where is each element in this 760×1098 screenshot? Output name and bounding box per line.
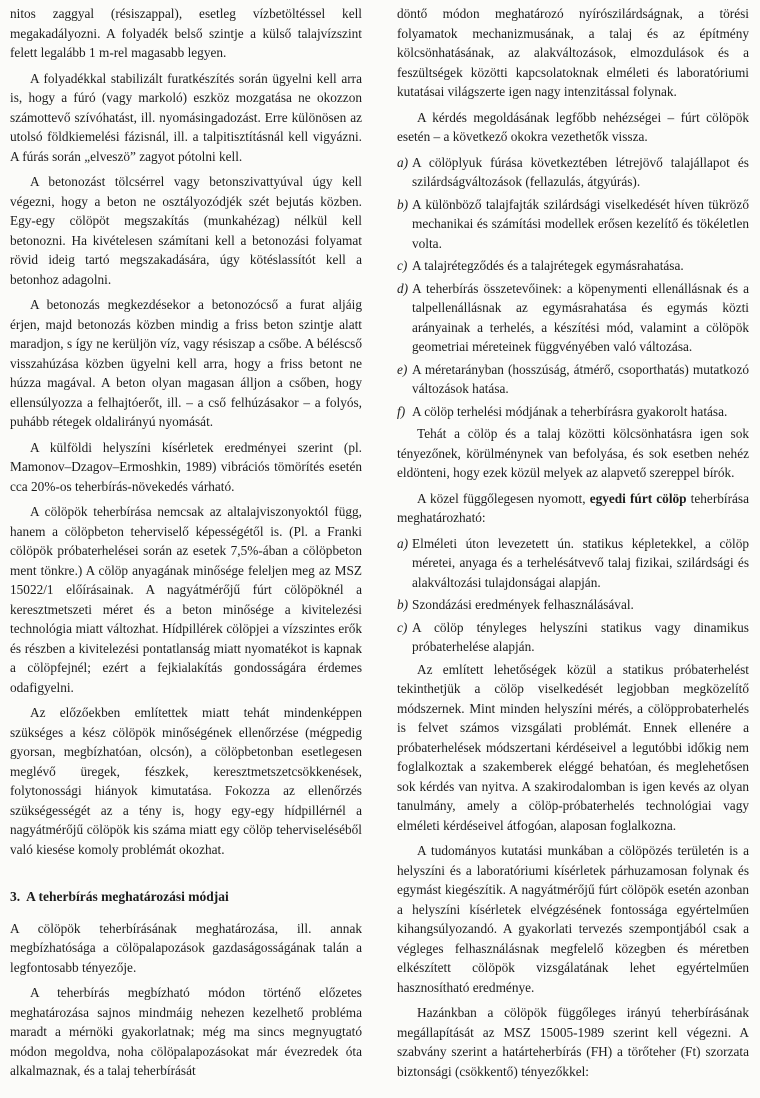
paragraph: A kérdés megoldásának legfőbb nehézségei – fúrt cölöpök esetén – a következő okokra vezethetők vissza. (397, 109, 749, 144)
list-item-text: Szondázási eredmények felhasználásával. (412, 597, 634, 612)
paragraph: A cölöpök teherbírásának meghatározása, ill. annak megbízhatósága a cölöpalapozások gazdaságosságának talán a legfontosabb tényezője. (10, 920, 362, 975)
list-marker: a) (397, 154, 409, 170)
list-marker: f) (397, 403, 406, 419)
list-marker: b) (397, 196, 409, 212)
list-item-text: A cölöp tényleges helyszíni statikus vagy dinamikus próbaterhelése alapján. (412, 619, 749, 654)
paragraph: A betonozást tölcsérrel vagy betonszivattyúval úgy kell végezni, hogy a beton ne osztályozódjék szét bejutás közben. Egy-egy cölöpöt megszakítás (munkahézag) nélkül kell betonozni. Ha kivételesen számítani kell a betonozási folyamat rövid ideig tartó megszakadására, úgy kötéslassítót kell a betonhoz adagolni. (10, 174, 362, 287)
list-marker: d) (397, 280, 409, 296)
list-marker: c) (397, 619, 408, 635)
paragraph: A cölöpök teherbírása nemcsak az altalajviszonyoktól függ, hanem a cölöpbeton teherviselő képességétől is. (Pl. a Franki cölöpök próbaterhelései során az esetek 7,5%-ában a cölöpbeton ment tönkre.) A cölöp anyagának minősége feleljen meg az MSZ 15022/1 előírásainak. A nagyátmérőjű fúrt cölöpöknél a keresztmetszeti méret és a beton minősége a kivitelezési technológia miatt változhat. Hídpillérek cölöpjei a vízszintes erők és részben a kivitelezési pontatlanság miatt nyomatékot is kapnak a cölöpfejnél; ezért a fejkialakítás gondosságára érdemes odafigyelni. (10, 504, 362, 695)
paragraph: Hazánkban a cölöpök függőleges irányú teherbírásának megállapítását az MSZ 15005-1989 szerint kell végezni. A szabvány szerint a határteherbírás (FH) a törőteher (Ft) szorzata biztonsági (csökkentő) tényezőkkel: (397, 1005, 749, 1079)
list-item-text: A különböző talajfajták szilárdsági viselkedését híven tükröző mechanikai és számítási modellek erősen kezelítő és tökéletlen volta. (412, 196, 749, 251)
section-title: A teherbírás meghatározási módjai (26, 889, 229, 904)
paragraph: Tehát a cölöp és a talaj közötti kölcsönhatásra igen sok tényezőnek, körülménynek van befolyása, és sok esetben nehéz eldönteni, hogy ezek közül melyek az alapvető szereppel bírók. (397, 426, 749, 480)
emphasis-text: egyedi fúrt cölöp (589, 490, 687, 506)
list-item (397, 595, 749, 615)
difficulty-list (397, 153, 749, 422)
list-item (397, 256, 749, 276)
list-item-text: Elméleti úton levezetett ún. statikus képletekkel, a cölöp méretei, anyaga és a terhelésátvevő talaj fizikai, szilárdsági és alakváltozási tulajdonságai alapján. (412, 535, 749, 590)
paragraph: A teherbírás megbízható módon történő előzetes meghatározása sajnos mindmáig nehezen kezelhető probléma maradt a mérnöki gyakorlatnak; még ma sincs megnyugtató módon megoldva, noha cölöpalapozásokat már évezredek óta alkalmaznak, és a talaj teherbírását (10, 985, 362, 1078)
list-marker: c) (397, 258, 408, 273)
paragraph: A betonozás megkezdésekor a betonozócső a furat aljáig érjen, majd betonozás közben mindig a friss beton szintje alatt maradjon, s így ne kerüljön víz, vagy résiszap a csőbe. A béléscső visszahúzása közben ügyelni kell arra, hogy a friss betont ne húzza magával. A beton olyan magasan álljon a csőben, hogy ellensúlyozza a felhajtóerőt, ill. – a cső felhúzásakor – a folyós, puhább rétegek oldalirányú nyomását. (10, 297, 362, 429)
paragraph-text: A közel függőlegesen nyomott, (417, 490, 590, 506)
list-item (397, 402, 749, 422)
list-item-text: A méretarányban (hosszúság, átmérő, csoporthatás) mutatkozó változások hatása. (412, 361, 749, 396)
list-marker: b) (397, 597, 409, 612)
paragraph: Az előzőekben említettek miatt tehát mindenképpen szükséges a kész cölöpök minőségének ellenőrzése (mégpedig gyorsan, megbízhatóan, olcsón), a cölöpbetonban esetlegesen meglévő üregek, fészkek, keresztmetszetcsökkenések, folytonossági hiányok kimutatása. Fokozza az ellenőrzés szükségességét az a tény is, hogy egy-egy hídpillérnél a nagyátmérőjű cölöpök kis száma miatt egy cölöp teherviseléséből való kiesése komoly problémát okozhat. (10, 705, 362, 857)
paragraph: A tudományos kutatási munkában a cölöpözés területén is a helyszíni és a laboratóriumi kísérletek párhuzamosan folynak és egymást kiegészítik. A nagyátmérőjű fúrt cölöpök esetén azonban a helyszíni kísérletek elvégzésének fontossága egyértelműen kihangsúlyozandó. A gyakorlati tervezés szempontjából csak a végleges felhasználásnak megfelelő közegben és méretben elkészített cölöpök vizsgálatának lehet egyértelműen hasznosítható eredménye. (397, 843, 749, 995)
list-item-text: A cölöplyuk fúrása következtében létrejövő talajállapot és szilárdságváltozások (fellazulás, átgyúrás). (412, 154, 749, 189)
list-item (397, 279, 749, 357)
paragraph: A folyadékkal stabilizált furatkészítés során ügyelni kell arra is, hogy a fúró (vagy markoló) eszköz mozgatása ne okozzon számottevő szívóhatást, ill. nyomásingadozást. Erre különösen az utolsó földkiemelési fázisnál, ill. a talpitisztításnál kell vigyázni. A fúrás során „elveszö” zagyot pótolni kell. (10, 70, 362, 164)
section-heading (10, 887, 362, 907)
list-item (397, 195, 749, 254)
paragraph: nitos zaggyal (résiszappal), esetleg vízbetöltéssel kell megakadályozni. A folyadék belső szintje a külső talajvízszint felett legalább 1 m-rel magasabb legyen. (10, 6, 362, 60)
paragraph: A külföldi helyszíni kísérletek eredményei szerint (pl. Mamonov–Dzagov–Ermoshkin, 1989) vibrációs tömörítés esetén cca 20%-os teherbírás-növekedés várható. (10, 439, 362, 494)
paragraph: döntő módon meghatározó nyírószilárdságnak, a törési folyamatok mechanizmusának, a talaj és az építmény kölcsönhatásának, az alakváltozások, elmozdulások és a feszültségek közötti kapcsolatoknak elméleti és laboratóriumi kutatásai világszerte igen nagy intenzitással folynak. (397, 6, 749, 99)
paragraph (397, 489, 749, 528)
list-item-text: A cölöp terhelési módjának a teherbírásra gyakorolt hatása. (412, 403, 728, 419)
list-item (397, 360, 749, 399)
list-item (397, 534, 749, 593)
list-item (397, 618, 749, 657)
list-marker: e) (397, 361, 408, 377)
section-number: 3. (10, 889, 21, 904)
left-column (10, 4, 362, 1087)
paragraph: Az említett lehetőségek közül a statikus próbaterhelést tekinthetjük a cölöp viselkedését legjobban megközelítő módszernek. Mint minden helyszíni mérés, a cölöpprobaterhelés is felvet számos vizsgálati problémát. Ennek ellenére a próbaterhelések módszertani kérdéseivel a legutóbbi időkig nem foglalkoztak a szakemberek eléggé behatóan, és meglehetősen sok kérdés van nyitva. A szakirodalomban is igen kevés az olyan tanulmány, amely a cölöp-próbaterhelés technológiai vagy elméleti kérdéseivel átfogóan, alaposan foglalkozna. (397, 661, 749, 833)
method-list (397, 534, 749, 657)
list-item-text: A talajrétegződés és a talajrétegek egymásrahatása. (412, 258, 684, 273)
list-marker: a) (397, 535, 409, 551)
right-column (397, 4, 749, 1087)
list-item (397, 153, 749, 192)
list-item-text: A teherbírás összetevőinek: a köpenymenti ellenállásnak és a talpellenállásnak az egymásrahatása és egymás közti arányainak a terhelés, a készítési mód, valamint a cölöpök geometriai méreteinek függvényében való változása. (412, 280, 749, 354)
paragraph-text: teherbírása meghatározható: (397, 490, 750, 525)
